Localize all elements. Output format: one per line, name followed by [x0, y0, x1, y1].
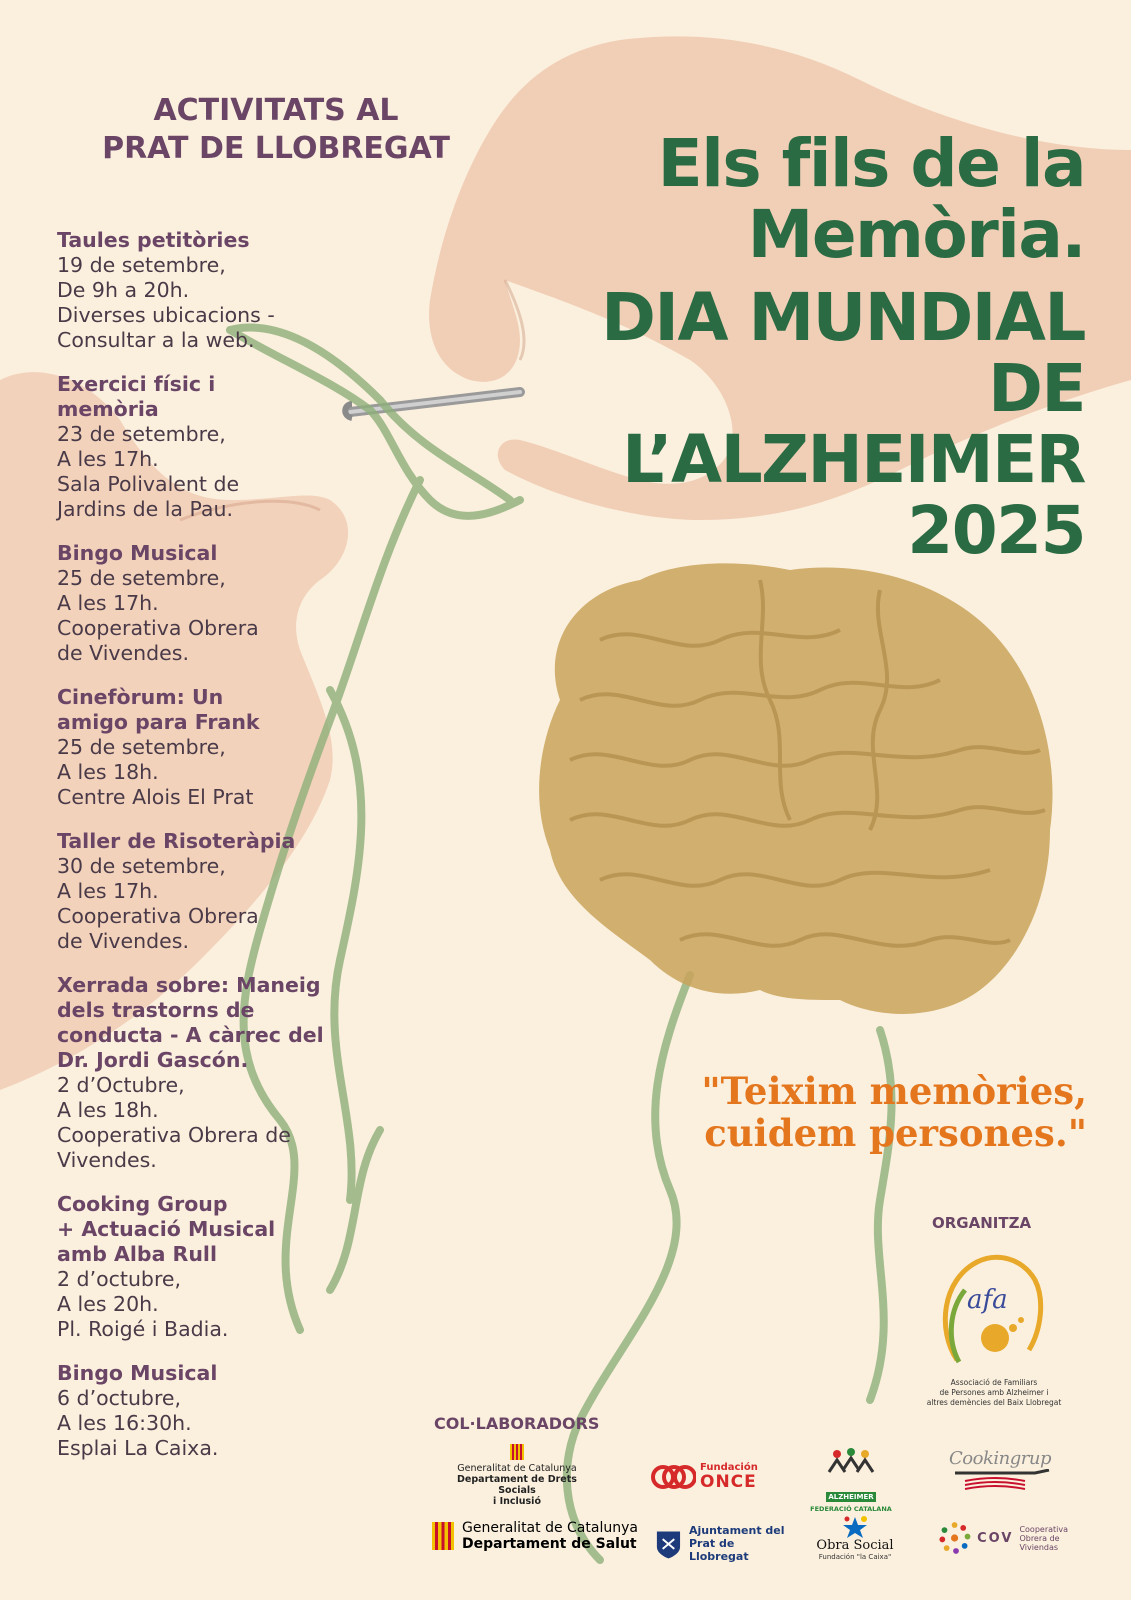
- activity-detail: A les 18h.: [57, 1098, 159, 1122]
- activity-name: Taller de Risoteràpia: [57, 829, 296, 853]
- activity-name: Xerrada sobre: Maneig: [57, 973, 321, 997]
- activity-name: + Actuació Musical: [57, 1217, 276, 1241]
- cookingrup-logo: [940, 1448, 1060, 1495]
- logo-text: Obra Social: [816, 1538, 894, 1553]
- logo-text: Cookingrup: [949, 1448, 1051, 1469]
- activities-list: [57, 228, 377, 1480]
- activity-name: Bingo Musical: [57, 1361, 218, 1385]
- dots-circle-icon: [938, 1515, 971, 1561]
- activity-name: Bingo Musical: [57, 541, 218, 565]
- activity-detail: Centre Alois El Prat: [57, 785, 254, 809]
- title-line: DIA MUNDIAL: [601, 279, 1085, 356]
- activity-name: Cooking Group: [57, 1192, 228, 1216]
- brain: [539, 563, 1052, 1014]
- afa-caption: [905, 1378, 1083, 1408]
- logo-text: Fundación: [700, 1462, 758, 1473]
- alzheimer-federacio-logo: [806, 1446, 896, 1513]
- afa-logo: [937, 1250, 1047, 1375]
- activity-detail: Cooperativa Obrera de: [57, 1123, 291, 1147]
- activity-detail: Cooperativa Obrera: [57, 616, 259, 640]
- afa-caption-line: de Persones amb Alzheimer i: [939, 1388, 1049, 1397]
- collaborators-label: COL·LABORADORS: [434, 1414, 600, 1433]
- once-rings-icon: [650, 1464, 696, 1490]
- activity-detail: Sala Polivalent de: [57, 472, 240, 496]
- logo-text: Viviendas: [1019, 1542, 1059, 1552]
- activity-detail: A les 17h.: [57, 591, 159, 615]
- generalitat-salut-logo: [432, 1520, 644, 1552]
- activity-name: dels trastorns de: [57, 998, 255, 1022]
- title-line: Memòria.: [747, 196, 1085, 273]
- slogan-line: cuidem persones.": [704, 1111, 1087, 1155]
- activity-item: [57, 829, 377, 954]
- organitza-label: ORGANITZA: [932, 1214, 1032, 1232]
- logo-text: Obrera de: [1019, 1533, 1060, 1543]
- title-line: Els fils de la: [657, 125, 1085, 202]
- activity-detail: de Vivendes.: [57, 641, 189, 665]
- cov-logo: [938, 1515, 1068, 1561]
- activity-name: Exercici físic i: [57, 372, 216, 396]
- activity-item: [57, 372, 377, 522]
- activity-detail: Esplai La Caixa.: [57, 1436, 219, 1460]
- activity-name: Taules petitòries: [57, 228, 250, 252]
- header-line-1: ACTIVITATS AL: [153, 93, 399, 128]
- logo-text: FEDERACIÓ CATALANA: [810, 1505, 892, 1513]
- logo-text: Departament de Salut: [462, 1536, 637, 1552]
- slogan: [567, 1070, 1087, 1154]
- afa-caption-line: altres demències del Baix Llobregat: [926, 1398, 1062, 1407]
- shield-icon: [654, 1527, 683, 1561]
- alzheimer-figures-icon: [823, 1446, 879, 1480]
- logo-text: Departament de Drets Socials: [457, 1474, 577, 1496]
- activity-item: [57, 685, 377, 810]
- activity-name: memòria: [57, 397, 159, 421]
- logo-text: i Inclusió: [493, 1496, 541, 1507]
- fundacion-once-logo: [650, 1462, 780, 1491]
- senyera-icon: [432, 1522, 454, 1550]
- logo-text: Generalitat de Catalunya: [462, 1520, 638, 1536]
- activity-detail: 23 de setembre,: [57, 422, 226, 446]
- activity-detail: De 9h a 20h.: [57, 278, 190, 302]
- activity-detail: 30 de setembre,: [57, 854, 226, 878]
- activity-detail: A les 20h.: [57, 1292, 159, 1316]
- activity-detail: A les 17h.: [57, 447, 159, 471]
- title-line: 2025: [907, 492, 1085, 569]
- header-line-2: PRAT DE LLOBREGAT: [102, 131, 450, 166]
- title-line: L’ALZHEIMER: [622, 421, 1085, 498]
- activity-detail: 6 d’octubre,: [57, 1386, 182, 1410]
- activity-detail: A les 18h.: [57, 760, 159, 784]
- activity-detail: Cooperativa Obrera: [57, 904, 259, 928]
- pan-icon: [945, 1469, 1055, 1491]
- activity-detail: de Vivendes.: [57, 929, 189, 953]
- afa-caption-line: Associació de Familiars: [950, 1378, 1038, 1387]
- activities-header: [56, 92, 496, 168]
- activity-item: [57, 1192, 377, 1342]
- activity-detail: Diverses ubicacions -: [57, 303, 275, 327]
- activity-name: conducta - A càrrec del: [57, 1023, 324, 1047]
- activity-item: [57, 228, 377, 353]
- logo-text: ALZHEIMER: [828, 1493, 874, 1501]
- activity-detail: 2 d’octubre,: [57, 1267, 182, 1291]
- activity-name: amigo para Frank: [57, 710, 260, 734]
- logo-text: Generalitat de Catalunya: [457, 1463, 577, 1474]
- page-title: [465, 125, 1085, 569]
- logo-text: Cooperativa: [1019, 1524, 1068, 1534]
- activity-detail: 2 d’Octubre,: [57, 1073, 185, 1097]
- activity-detail: A les 17h.: [57, 879, 159, 903]
- activity-detail: A les 16:30h.: [57, 1411, 192, 1435]
- activity-detail: 25 de setembre,: [57, 566, 226, 590]
- title-line: DE: [988, 350, 1085, 427]
- activity-detail: Vivendes.: [57, 1148, 157, 1172]
- svg-text:afa: afa: [967, 1285, 1008, 1315]
- logo-text: Fundación "la Caixa": [818, 1553, 892, 1561]
- generalitat-drets-socials-logo: [442, 1444, 592, 1507]
- star-icon: [840, 1515, 870, 1539]
- logo-text: Ajuntament del: [688, 1524, 785, 1537]
- activity-item: [57, 1361, 377, 1461]
- senyera-icon: [510, 1444, 524, 1460]
- activity-name: Dr. Jordi Gascón.: [57, 1048, 249, 1072]
- activity-name: amb Alba Rull: [57, 1242, 217, 1266]
- logo-text: Prat de Llobregat: [688, 1537, 749, 1563]
- ajuntament-prat-logo: [654, 1524, 794, 1563]
- activity-detail: Jardins de la Pau.: [57, 497, 234, 521]
- logo-text: ONCE: [700, 1472, 757, 1492]
- obra-social-logo: [810, 1515, 900, 1561]
- activity-item: [57, 973, 377, 1173]
- activity-detail: 25 de setembre,: [57, 735, 226, 759]
- activity-item: [57, 541, 377, 666]
- activity-name: Cinefòrum: Un: [57, 685, 224, 709]
- activity-detail: Consultar a la web.: [57, 328, 255, 352]
- logo-text: COV: [977, 1530, 1014, 1546]
- activity-detail: Pl. Roigé i Badia.: [57, 1317, 229, 1341]
- slogan-line: "Teixim memòries,: [701, 1069, 1087, 1113]
- activity-detail: 19 de setembre,: [57, 253, 226, 277]
